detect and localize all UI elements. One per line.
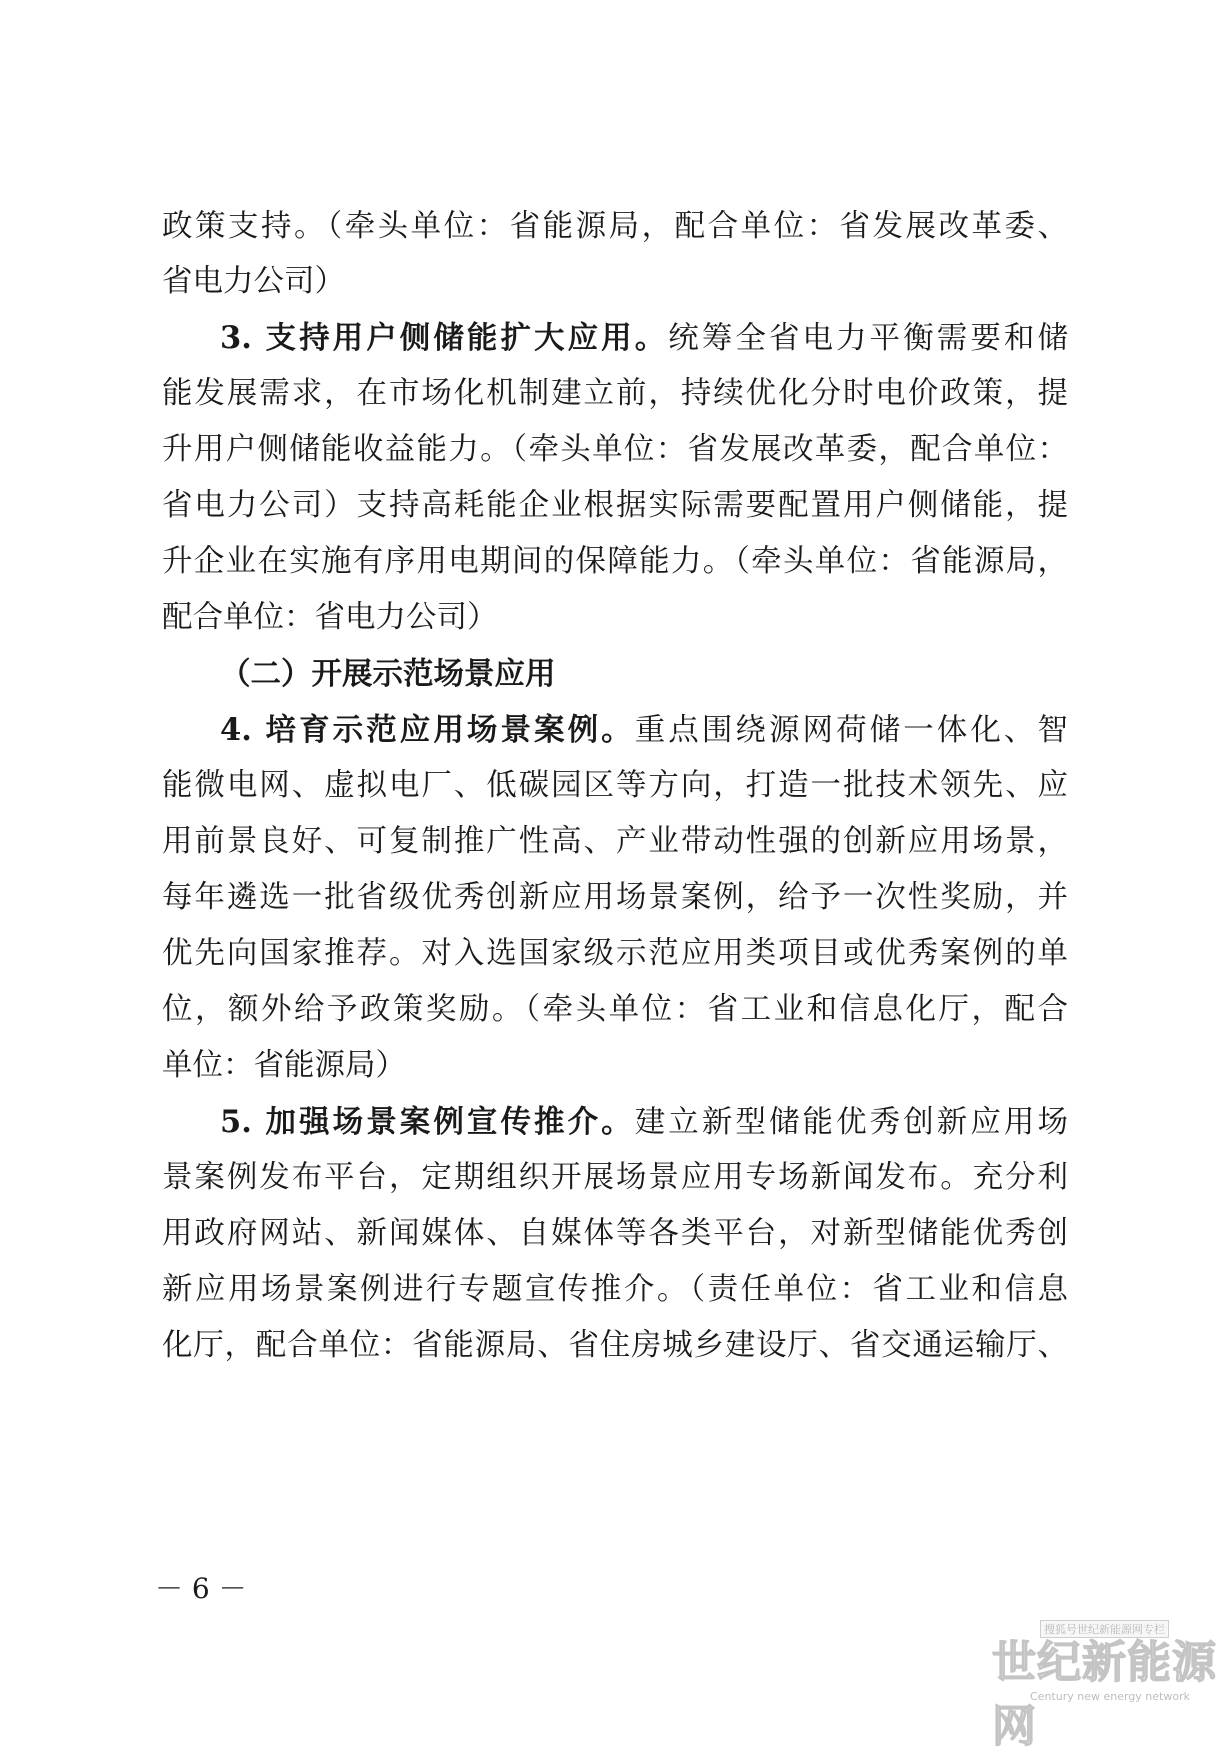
text-line: 用前景良好、可复制推广性高、产业带动性强的创新应用场景， <box>162 824 1068 859</box>
text-line: 能发展需求，在市场化机制建立前，持续优化分时电价政策，提 <box>162 376 1068 411</box>
text-line: 政策支持。（牵头单位：省能源局，配合单位：省发展改革委、 <box>162 209 1068 244</box>
text-line: 省电力公司）支持高耗能企业根据实际需要配置用户侧储能，提 <box>162 488 1068 523</box>
item-5-heading: 5. 加强场景案例宣传推介。 <box>220 1104 635 1140</box>
item-4-text: 重点围绕源网荷储一体化、智 <box>634 713 1068 748</box>
text-line: 单位：省能源局） <box>162 1048 406 1083</box>
item-5-text: 建立新型储能优秀创新应用场 <box>634 1105 1068 1140</box>
item-3-first-line <box>162 318 1068 358</box>
text-line: 升用户侧储能收益能力。（牵头单位：省发展改革委，配合单位： <box>162 432 1068 467</box>
item-4-heading: 4. 培育示范应用场景案例。 <box>220 712 635 748</box>
item-4-first-line <box>162 710 1068 750</box>
text-line: 配合单位：省电力公司） <box>162 600 498 635</box>
text-line: 能微电网、虚拟电厂、低碳园区等方向，打造一批技术领先、应 <box>162 768 1068 803</box>
text-line: 优先向国家推荐。对入选国家级示范应用类项目或优秀案例的单 <box>162 936 1068 971</box>
section-heading: （二）开展示范场景应用 <box>220 656 556 692</box>
text-line: 景案例发布平台，定期组织开展场景应用专场新闻发布。充分利 <box>162 1160 1068 1195</box>
watermark-subtitle: Century new energy network <box>1030 1690 1190 1703</box>
text-line: 化厅，配合单位：省能源局、省住房城乡建设厅、省交通运输厅、 <box>162 1328 1068 1363</box>
text-line: 位，额外给予政策奖励。（牵头单位：省工业和信息化厅，配合 <box>162 992 1068 1027</box>
item-3-heading: 3. 支持用户侧储能扩大应用。 <box>220 320 669 356</box>
item-5-first-line <box>162 1102 1068 1142</box>
page-number: － 6 － <box>155 1572 247 1605</box>
watermark-logo: 世纪新能源网 <box>992 1637 1217 1752</box>
watermark-caption: 搜狐号世纪新能源网专栏 <box>1040 1620 1169 1638</box>
text-line: 省电力公司） <box>162 264 345 299</box>
item-3-text: 统筹全省电力平衡需要和储 <box>668 321 1068 356</box>
text-line: 每年遴选一批省级优秀创新应用场景案例，给予一次性奖励，并 <box>162 880 1068 915</box>
text-line: 升企业在实施有序用电期间的保障能力。（牵头单位：省能源局， <box>162 544 1068 579</box>
text-line: 用政府网站、新闻媒体、自媒体等各类平台，对新型储能优秀创 <box>162 1216 1068 1251</box>
text-line: 新应用场景案例进行专题宣传推介。（责任单位：省工业和信息 <box>162 1272 1068 1307</box>
